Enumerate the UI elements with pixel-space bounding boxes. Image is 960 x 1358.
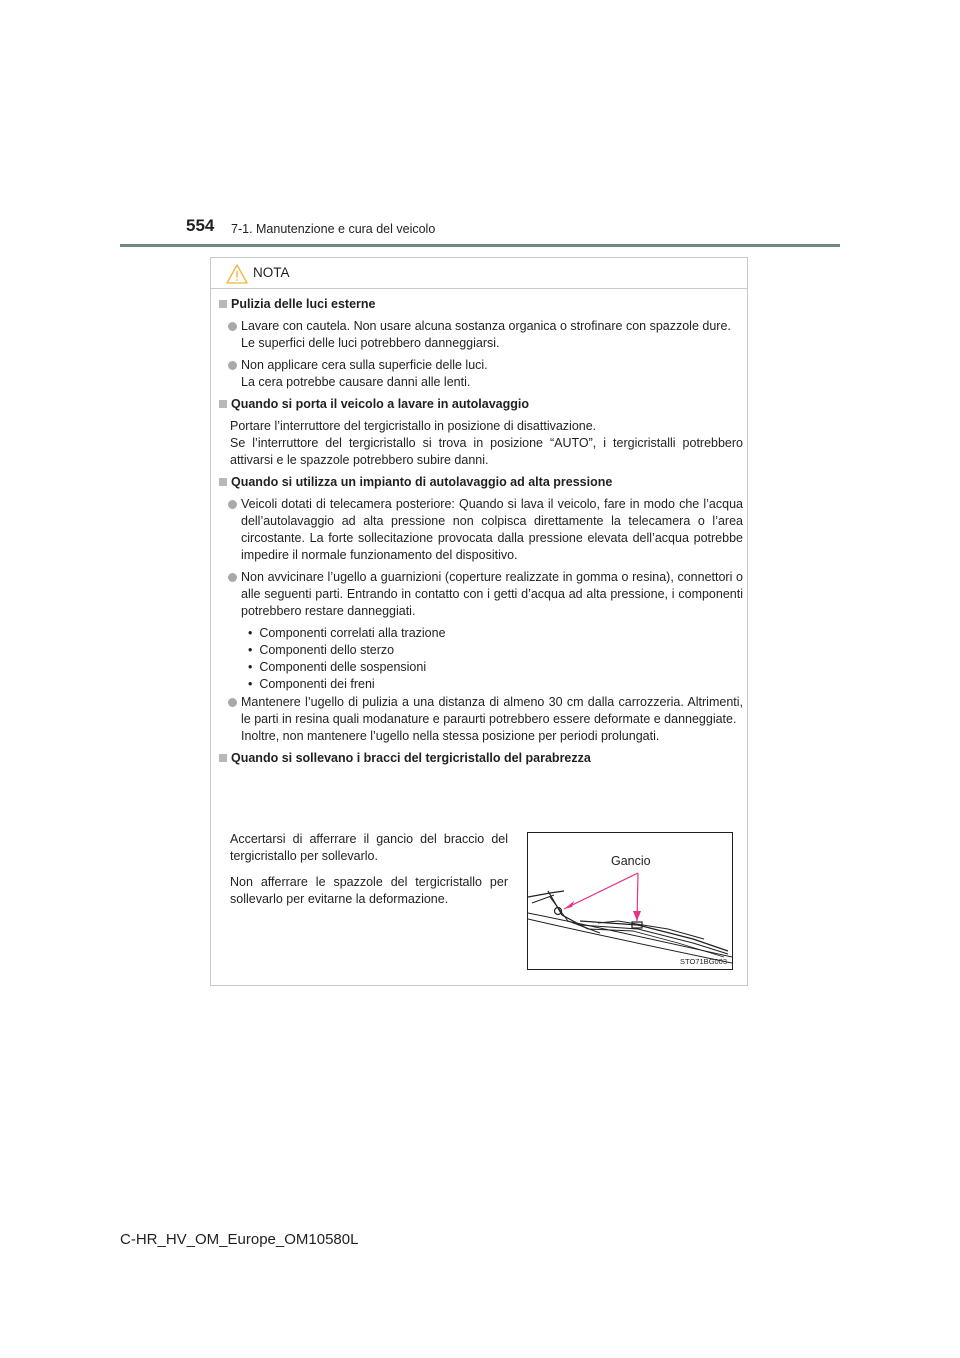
note-header [211, 258, 747, 289]
section-heading: Quando si porta il veicolo a lavare in autolavaggio [219, 396, 743, 413]
note-body [219, 296, 743, 772]
paragraph: Non afferrare le spazzole del tergicristallo per sollevarlo per evitarne la deformazione. [230, 875, 508, 906]
header-rule [120, 244, 840, 247]
sub-list-item: • Componenti delle sospensioni [248, 660, 427, 674]
list-item: Mantenere l’ugello di pulizia a una distanza di almeno 30 cm dalla carrozzeria. Altrimenti, le parti in resina quali modanature e paraurti potrebbero essere deformate e danneggiate. Inoltre, non mantenere l’ugello nella stessa posizione per periodi prolungati. [219, 694, 743, 745]
section-heading: Quando si sollevano i bracci del tergicristallo del parabrezza [219, 750, 743, 767]
sub-list-item: • Componenti dei freni [248, 677, 375, 691]
circle-bullet-icon [228, 322, 237, 331]
warning-triangle-icon [226, 264, 248, 284]
square-bullet-icon [219, 754, 227, 762]
sub-list [219, 625, 743, 693]
list-item: Lavare con cautela. Non usare alcuna sostanza organica o strofinare con spazzole dure. Le superfici delle luci potrebbero danneggiarsi. [219, 318, 743, 352]
section-title: 7-1. Manutenzione e cura del veicolo [231, 222, 436, 236]
sub-list-item: • Componenti dello sterzo [248, 643, 395, 657]
list-item: Non applicare cera sulla superficie delle luci. La cera potrebbe causare danni alle lenti. [219, 357, 743, 391]
paragraph: Portare l’interruttore del tergicristallo in posizione di disattivazione. Se l’interruttore del tergicristallo si trova in posizione “AUTO”, i tergicristalli potrebbero attivarsi e le spazzole potrebbero subire danni. [230, 419, 743, 467]
circle-bullet-icon [228, 698, 237, 707]
section-heading: Pulizia delle luci esterne [219, 296, 743, 313]
circle-bullet-icon [228, 573, 237, 582]
sub-list-item: • Componenti correlati alla trazione [248, 626, 446, 640]
paragraph: Accertarsi di afferrare il gancio del braccio del tergicristallo per sollevarlo. [230, 832, 508, 863]
section-heading: Quando si utilizza un impianto di autolavaggio ad alta pressione [219, 474, 743, 491]
circle-bullet-icon [228, 500, 237, 509]
document-code: C-HR_HV_OM_Europe_OM10580L [120, 1231, 359, 1248]
page-number: 554 [186, 216, 215, 235]
circle-bullet-icon [228, 361, 237, 370]
figure-label: Gancio [611, 854, 651, 868]
square-bullet-icon [219, 478, 227, 486]
list-item: Veicoli dotati di telecamera posteriore: Quando si lava il veicolo, fare in modo che l’acqua dell’autolavaggio ad alta pressione non colpisca direttamente la telecamera o l’area circostante. La forte sollecitazione provocata dalla pressione elevata dell’acqua potrebbe impedire il normale funzionamento del dispositivo. [219, 496, 743, 564]
note-title: NOTA [253, 265, 290, 280]
square-bullet-icon [219, 300, 227, 308]
figure-code: STO71BG003 [680, 957, 727, 966]
square-bullet-icon [219, 400, 227, 408]
wiper-figure [527, 832, 733, 970]
list-item: Non avvicinare l’ugello a guarnizioni (coperture realizzate in gomma o resina), connettori o alle seguenti parti. Entrando in contatto con i getti d’acqua ad alta pressione, i componenti potrebbero restare danneggiati. [219, 569, 743, 620]
note-box [210, 257, 748, 986]
